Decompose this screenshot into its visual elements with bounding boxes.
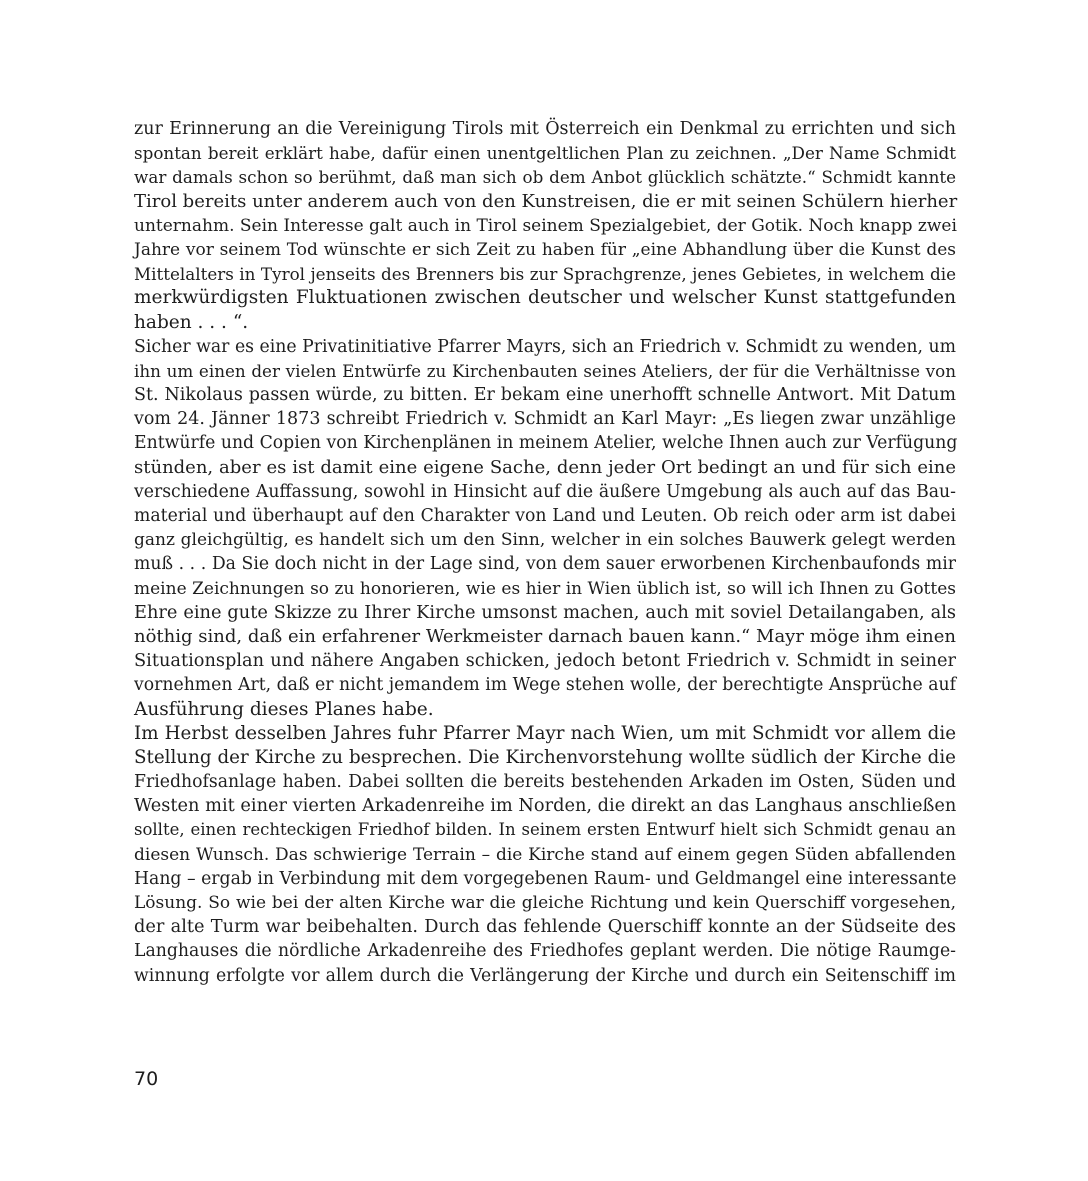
text-line: verschiedene Auffassung, sowohl in Hinsicht auf die äußere Umgebung als auch auf das Bau-: [134, 481, 956, 502]
text-line: unternahm. Sein Interesse galt auch in Tirol seinem Spezialgebiet, der Gotik. Noch knapp zwei: [134, 215, 957, 236]
text-line: ganz gleichgültig, es handelt sich um den Sinn, welcher in ein solches Bauwerk gelegt werden: [134, 530, 956, 551]
text-line: Situationsplan und nähere Angaben schicken, jedoch betont Friedrich v. Schmidt in seiner: [134, 651, 956, 672]
text-line: sollte, einen rechteckigen Friedhof bilden. In seinem ersten Entwurf hielt sich Schmidt genau an: [134, 820, 956, 840]
text-line: Hang – ergab in Verbindung mit dem vorgegebenen Raum- und Geldmangel eine interessante: [134, 868, 957, 889]
text-line: St. Nikolaus passen würde, zu bitten. Er bekam eine unerhofft schnelle Antwort. Mit Datum: [134, 385, 956, 406]
text-line: ihn um einen der vielen Entwürfe zu Kirchenbauten seines Ateliers, der für die Verhältnisse von: [134, 360, 956, 381]
text-line: Entwürfe und Copien von Kirchenplänen in meinem Atelier, welche Ihnen auch zur Verfügung: [134, 433, 958, 454]
text-line: muß . . . Da Sie doch nicht in der Lage sind, von dem sauer erworbenen Kirchenbaufonds mir: [134, 554, 956, 575]
paragraph: [134, 335, 956, 722]
text-line: Ehre eine gute Skizze zu Ihrer Kirche umsonst machen, auch mit soviel Detailangaben, als: [134, 602, 956, 623]
text-line: Tirol bereits unter anderem auch von den Kunstreisen, die er mit seinen Schülern hierher: [134, 190, 958, 212]
paragraph: [134, 722, 956, 988]
text-line: Westen mit einer vierten Arkadenreihe im Norden, die direkt an das Langhaus anschließen: [134, 796, 957, 817]
page-number: 70: [134, 1068, 159, 1090]
text-line: vom 24. Jänner 1873 schreibt Friedrich v. Schmidt an Karl Mayr: „Es liegen zwar unzählige: [134, 409, 956, 430]
text-line: diesen Wunsch. Das schwierige Terrain – die Kirche stand auf einem gegen Süden abfallenden: [134, 844, 956, 865]
text-line: Friedhofsanlage haben. Dabei sollten die bereits bestehenden Arkaden im Osten, Süden und: [134, 772, 956, 793]
text-line: meine Zeichnungen so zu honorieren, wie es hier in Wien üblich ist, so will ich Ihnen zu Gottes: [134, 578, 956, 599]
text-line: Sicher war es eine Privatinitiative Pfarrer Mayrs, sich an Friedrich v. Schmidt zu wenden, um: [134, 336, 956, 357]
text-line: stünden, aber es ist damit eine eigene Sache, denn jeder Ort bedingt an und für sich eine: [134, 456, 956, 478]
text-line: Im Herbst desselben Jahres fuhr Pfarrer Mayr nach Wien, um mit Schmidt vor allem die: [134, 722, 956, 744]
text-line: war damals schon so berühmt, daß man sich ob dem Anbot glücklich schätzte.“ Schmidt kannte: [134, 167, 956, 188]
text-line: material und überhaupt auf den Charakter von Land und Leuten. Ob reich oder arm ist dabei: [134, 506, 956, 526]
text-line: vornehmen Art, daß er nicht jemandem im Wege stehen wolle, der berechtigte Ansprüche auf: [134, 675, 956, 696]
text-line: Lösung. So wie bei der alten Kirche war die gleiche Richtung und kein Querschiff vorgesehen,: [134, 893, 956, 913]
text-line: spontan bereit erklärt habe, dafür einen unentgeltlichen Plan zu zeichnen. „Der Name Schmidt: [134, 143, 956, 164]
text-line: winnung erfolgte vor allem durch die Verlängerung der Kirche und durch ein Seitenschiff im: [134, 965, 956, 986]
text-line: haben . . . “.: [134, 311, 249, 333]
text-line: nöthig sind, daß ein erfahrener Werkmeister darnach bauen kann.“ Mayr möge ihm einen: [134, 625, 956, 647]
text-line: Ausführung dieses Planes habe.: [134, 698, 434, 720]
text-line: Mittelalters in Tyrol jenseits des Brenners bis zur Sprachgrenze, jenes Gebietes, in welchem die: [134, 264, 956, 285]
text-line: Langhauses die nördliche Arkadenreihe des Friedhofes geplant werden. Die nötige Raumge-: [134, 941, 956, 962]
text-line: Jahre vor seinem Tod wünschte er sich Zeit zu haben für „eine Abhandlung über die Kunst des: [134, 239, 956, 260]
body-text: [134, 117, 956, 988]
paragraph: [134, 117, 956, 335]
text-line: der alte Turm war beibehalten. Durch das fehlende Querschiff konnte an der Südseite des: [134, 917, 956, 938]
text-line: Stellung der Kirche zu besprechen. Die Kirchenvorstehung wollte südlich der Kirche die: [134, 746, 956, 768]
text-line: zur Erinnerung an die Vereinigung Tirols mit Österreich ein Denkmal zu errichten und sich: [134, 119, 956, 139]
text-line: merkwürdigsten Fluktuationen zwischen deutscher und welscher Kunst stattgefunden: [134, 287, 956, 309]
